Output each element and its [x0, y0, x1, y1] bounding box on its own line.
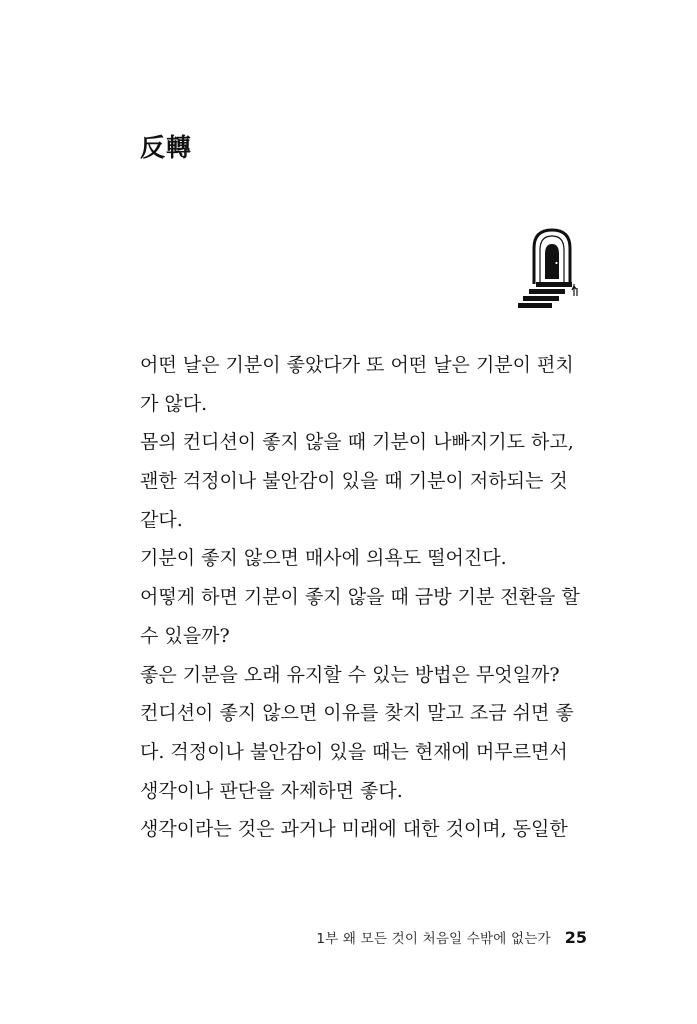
text-line: 몸의 컨디션이 좋지 않을 때 기분이 나빠지기도 하고, — [140, 431, 574, 454]
text-line: 다. 걱정이나 불안감이 있을 때는 현재에 머무르면서 — [140, 740, 568, 763]
text-line: 컨디션이 좋지 않으면 이유를 찾지 말고 조금 쉬면 좋 — [140, 702, 574, 725]
text-line: 같다. — [140, 508, 183, 531]
text-line: 좋은 기분을 오래 유지할 수 있는 방법은 무엇일까? — [140, 663, 560, 686]
running-head: 1부 왜 모든 것이 처음일 수밖에 없는가 — [316, 931, 551, 947]
door-with-stairs-icon — [516, 226, 588, 310]
text-line: 수 있을까? — [140, 624, 230, 647]
text-line: 생각이나 판단을 자제하면 좋다. — [140, 779, 403, 802]
text-line: 기분이 좋지 않으면 매사에 의욕도 떨어진다. — [140, 547, 507, 570]
text-line: 어떤 날은 기분이 좋았다가 또 어떤 날은 기분이 편치 — [140, 354, 574, 376]
body-text — [140, 346, 585, 849]
text-line: 괜한 걱정이나 불안감이 있을 때 기분이 저하되는 것 — [140, 470, 568, 493]
text-line: 가 않다. — [140, 392, 208, 415]
text-line: 생각이라는 것은 과거나 미래에 대한 것이며, 동일한 — [140, 818, 568, 841]
page-footer — [316, 925, 587, 949]
page-number: 25 — [564, 927, 587, 947]
chapter-title: 反轉 — [140, 133, 193, 162]
text-line: 어떻게 하면 기분이 좋지 않을 때 금방 기분 전환을 할 — [140, 586, 580, 609]
